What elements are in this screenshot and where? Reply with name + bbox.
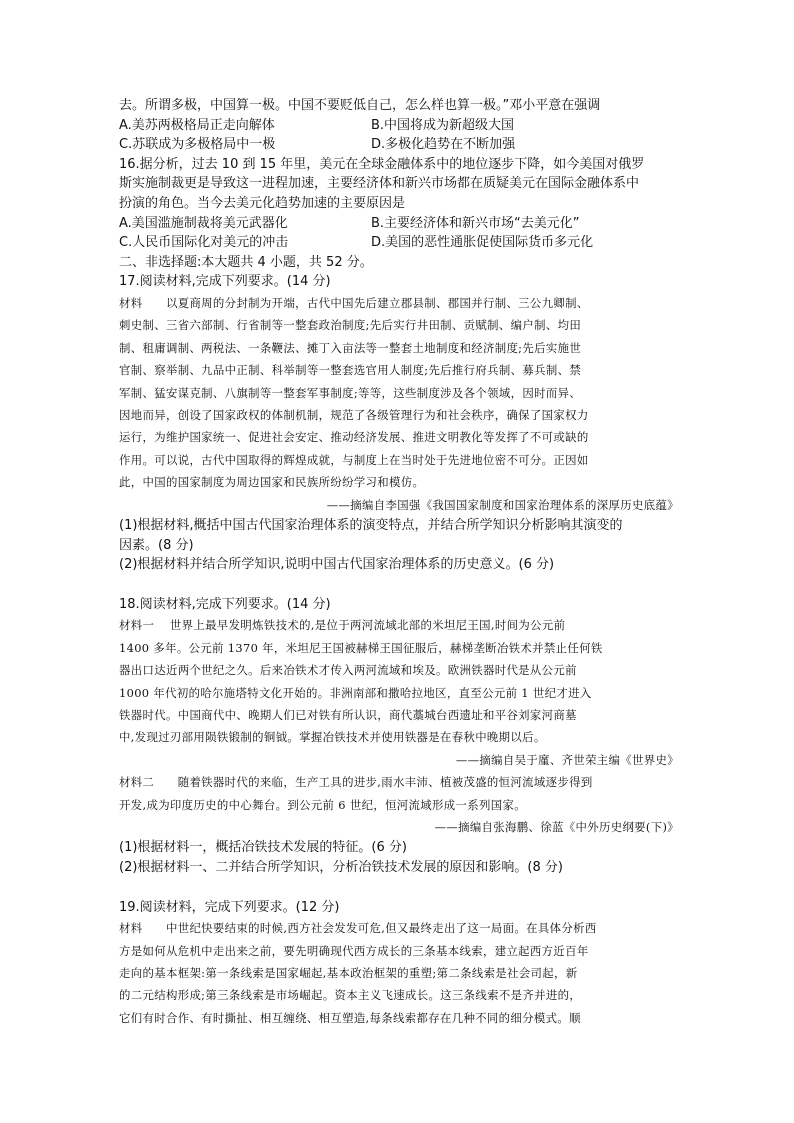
q15-option-a[interactable]: A.美苏两极格局正走向解体 xyxy=(119,117,275,133)
q18-material-line: 器出口达近两个世纪之久。后来冶铁术才传入两河流域和埃及。欧洲铁器时代是从公元前 xyxy=(119,663,577,678)
q18-question-1: (1)根据材料一，概括冶铁技术发展的特征。(6 分) xyxy=(119,840,407,856)
q18-material-line: 材料二 随着铁器时代的来临，生产工具的进步,雨水丰沛、植被茂盛的恒河流域逐步得到 xyxy=(119,775,593,790)
q17-question-1-cont: 因素。(8 分) xyxy=(119,537,194,553)
q15-continuation: 去。所谓多极，中国算一极。中国不要贬低自己，怎么样也算一极。”邓小平意在强调 xyxy=(119,98,601,113)
q15-option-b[interactable]: B.中国将成为新超级大国 xyxy=(371,117,515,133)
q17-material-line: 运行，为维护国家统一、促进社会安定、推动经济发展、推进文明教化等发挥了不可或缺的 xyxy=(119,430,589,445)
q17-material-line: 此，中国的国家制度为周边国家和民族所纷纷学习和模仿。 xyxy=(119,475,425,490)
q18-question-2: (2)根据材料一、二并结合所学知识，分析冶铁技术发展的原因和影响。(8 分) xyxy=(119,860,563,876)
q15-option-d[interactable]: D.多极化趋势在不断加强 xyxy=(371,137,516,153)
q16-stem-line: 16.据分析，过去 10 到 15 年里，美元在全球金融体系中的地位逐步下降，如今美国对俄罗 xyxy=(119,156,645,172)
part2-heading: 二、非选择题:本大题共 4 小题，共 52 分。 xyxy=(119,254,373,270)
q15-option-c[interactable]: C.苏联成为多极格局中一极 xyxy=(119,137,276,153)
q19-material-line: 走向的基本框架:第一条线索是国家崛起,基本政治框架的重塑;第二条线索是社会司起，新 xyxy=(119,966,578,981)
q17-material xyxy=(119,292,679,516)
q18-material-line: 中,发现过刃部用陨铁锻制的铜钺。掌握冶铁技术并使用铁器是在春秋中晚期以后。 xyxy=(119,730,546,745)
q17-material-line: 制、租庸调制、两税法、一条鞭法、摊丁入亩法等一整套土地制度和经济制度;先后实施世 xyxy=(119,340,582,355)
q16-option-a[interactable]: A.美国滥施制裁将美元武器化 xyxy=(119,215,288,231)
q15-options-row-2 xyxy=(119,135,679,155)
q18-material-2 xyxy=(119,771,679,838)
q17-source: ——摘编自李国强《我国国家制度和国家治理体系的深厚历史底蕴》 xyxy=(326,497,679,512)
q17-title: 17.阅读材料,完成下列要求。(14 分) xyxy=(119,274,331,290)
q18-material-line: 1000 年代初的哈尔施塔特文化开始的。非洲南部和撒哈拉地区，直至公元前 1 世纪才进入 xyxy=(119,685,592,700)
q19-material-line: 材料 中世纪快要结束的时候,西方社会发发可危,但又最终走出了这一局面。在具体分析西 xyxy=(119,921,597,936)
q17-material-line: 材料 以夏商周的分封制为开端，古代中国先后建立郡县制、郡国并行制、三公九卿制、 xyxy=(119,295,589,310)
q18-material-line: 开发,成为印度历史的中心舞台。到公元前 6 世纪，恒河流域形成一系列国家。 xyxy=(119,797,526,812)
q16-option-c[interactable]: C.人民币国际化对美元的冲击 xyxy=(119,235,289,251)
q18-source-2: ——摘编自张海鹏、徐蓝《中外历史纲要(下)》 xyxy=(434,820,679,835)
q18-material-line: 铁器时代。中国商代中、晚期人们已对铁有所认识，商代藁城台西遗址和平谷刘家河商墓 xyxy=(119,708,577,722)
q19-title: 19.阅读材料，完成下列要求。(12 分) xyxy=(119,899,340,915)
q16-stem-line: 斯实施制裁更是导致这一进程加速，主要经济体和新兴市场都在质疑美元在国际金融体系中 xyxy=(119,176,640,192)
q17-question-2: (2)根据材料并结合所学知识,说明中国古代国家治理体系的历史意义。(6 分) xyxy=(119,557,555,573)
q19-material-line: 它们有时合作、有时撕扯、相互缠绕、相互塑造,每条线索都存在几种不同的细分模式。顺 xyxy=(119,1010,581,1025)
q18-source-1: ——摘编自吴于廑、齐世荣主编《世界史》 xyxy=(455,752,679,767)
q16-option-b[interactable]: B.主要经济体和新兴市场“去美元化” xyxy=(371,215,580,231)
q16-options-row-2 xyxy=(119,233,679,253)
q18-material-line: 1400 多年。公元前 1370 年，米坦尼王国被赫梯王国征服后，赫梯垄断冶铁术并禁止任何铁 xyxy=(119,640,603,655)
exam-page xyxy=(119,96,679,1029)
q19-material xyxy=(119,917,679,1029)
q17-material-line: 官制、察举制、九品中正制、科举制等一整套选官用人制度;先后推行府兵制、募兵制、禁 xyxy=(119,363,582,378)
q16-stem-line: 扮演的角色。当今去美元化趋势加速的主要原因是 xyxy=(119,195,406,211)
q19-material-line: 的二元结构形成;第三条线索是市场崛起。资本主义飞速成长。这三条线索不是齐并进的， xyxy=(119,988,582,1003)
q16-options-row-1 xyxy=(119,214,679,234)
q18-material-line: 材料一 世界上最早发明炼铁技术的,是位于两河流域北部的米坦尼王国,时间为公元前 xyxy=(119,618,566,633)
q15-options-row-1 xyxy=(119,116,679,136)
q17-material-line: 刺史制、三省六部制、行省制等一整套政治制度;先后实行井田制、贡赋制、编户制、均田 xyxy=(119,318,582,333)
q17-material-line: 军制、猛安谋克制、八旗制等一整套军事制度;等等，这些制度涉及各个领域，因时而异、 xyxy=(119,385,582,400)
q18-title: 18.阅读材料,完成下列要求。(14 分) xyxy=(119,596,331,612)
q17-material-line: 作用。可以说，古代中国取得的辉煌成就，与制度上在当时处于先进地位密不可分。正因如 xyxy=(119,452,589,467)
q17-material-line: 因地而异，创设了国家政权的体制机制，规范了各级管理行为和社会秩序，确保了国家权力 xyxy=(119,407,589,422)
q17-question-1: (1)根据材料,概括中国古代国家治理体系的演变特点，并结合所学知识分析影响其演变的 xyxy=(119,518,623,533)
q18-material-1 xyxy=(119,614,679,771)
q19-material-line: 方是如何从危机中走出来之前，要先明确现代西方成长的三条基本线索，建立起西方近百年 xyxy=(119,943,589,958)
q16-option-d[interactable]: D.美国的恶性通胀促使国际货币多元化 xyxy=(371,235,594,251)
